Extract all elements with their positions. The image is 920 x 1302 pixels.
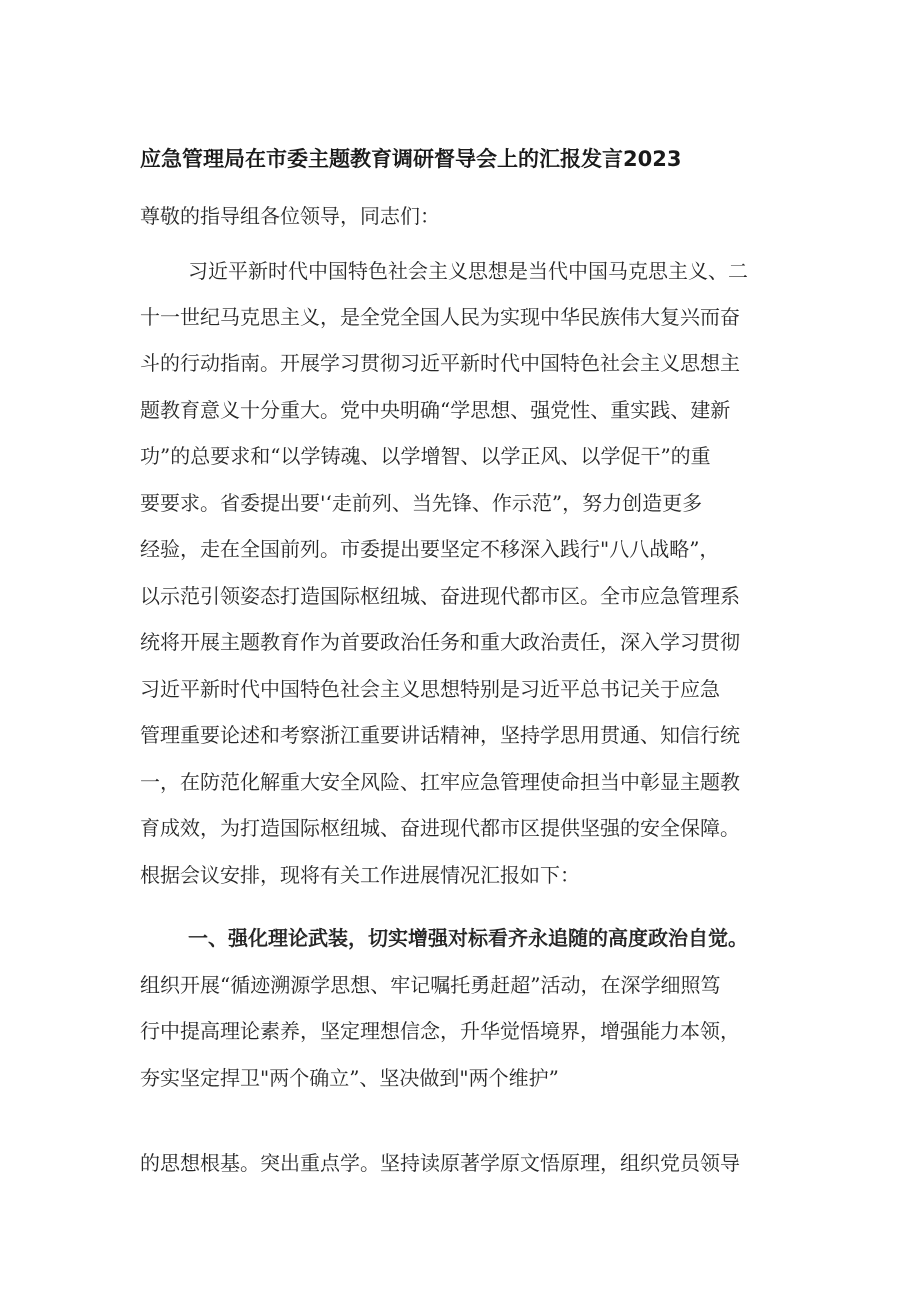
document-title: 应急管理局在市委主题教育调研督导会上的汇报发言2023 [140, 147, 682, 171]
paragraph-line: 以示范引领姿态打造国际枢纽城、奋进现代都市区。全市应急管理系 [140, 584, 740, 608]
paragraph-line: 夯实坚定捍卫"两个确立”、坚决做到"两个维护” [140, 1066, 559, 1090]
paragraph-line: 管理重要论述和考察浙江重要讲话精神，坚持学思用贯通、知信行统 [140, 723, 740, 747]
paragraph-line: 育成效，为打造国际枢纽城、奋进现代都市区提供坚强的安全保障。 [140, 816, 740, 840]
paragraph-line: 十一世纪马克思主义，是全党全国人民为实现中华民族伟大复兴而奋 [140, 305, 740, 329]
paragraph-line: 统将开展主题教育作为首要政治任务和重大政治责任，深入学习贯彻 [140, 630, 740, 654]
paragraph-line: 题教育意义十分重大。党中央明确“学思想、强党性、重实践、建新 [140, 398, 731, 422]
paragraph-line: 习近平新时代中国特色社会主义思想是当代中国马克思主义、二 [188, 259, 748, 283]
paragraph-line: 的思想根基。突出重点学。坚持读原著学原文悟原理，组织党员领导 [140, 1151, 740, 1175]
paragraph-line: 一，在防范化解重大安全风险、扛牢应急管理使命担当中彰显主题教 [140, 770, 740, 794]
paragraph-line: 组织开展“循迹溯源学思想、牢记嘱托勇赶超”活动，在深学细照笃 [140, 973, 721, 997]
paragraph-line: 经验，走在全国前列。市委提出要坚定不移深入践行"八八战略”， [140, 537, 720, 561]
paragraph-line: 要要求。省委提出要'‘走前列、当先锋、作示范”，努力创造更多 [140, 491, 703, 515]
paragraph-line: 根据会议安排，现将有关工作进展情况汇报如下： [140, 863, 580, 887]
salutation: 尊敬的指导组各位领导，同志们： [140, 204, 440, 228]
section-heading: 一、强化理论武装，切实增强对标看齐永追随的高度政治自觉。 [188, 926, 748, 950]
paragraph-line: 习近平新时代中国特色社会主义思想特别是习近平总书记关于应急 [140, 677, 720, 701]
paragraph-line: 行中提高理论素养，坚定理想信念，升华觉悟境界，增强能力本领， [140, 1019, 740, 1043]
paragraph-line: 斗的行动指南。开展学习贯彻习近平新时代中国特色社会主义思想主 [140, 351, 740, 375]
paragraph-line: 功”的总要求和“以学铸魂、以学增智、以学正风、以学促干”的重 [140, 444, 711, 468]
